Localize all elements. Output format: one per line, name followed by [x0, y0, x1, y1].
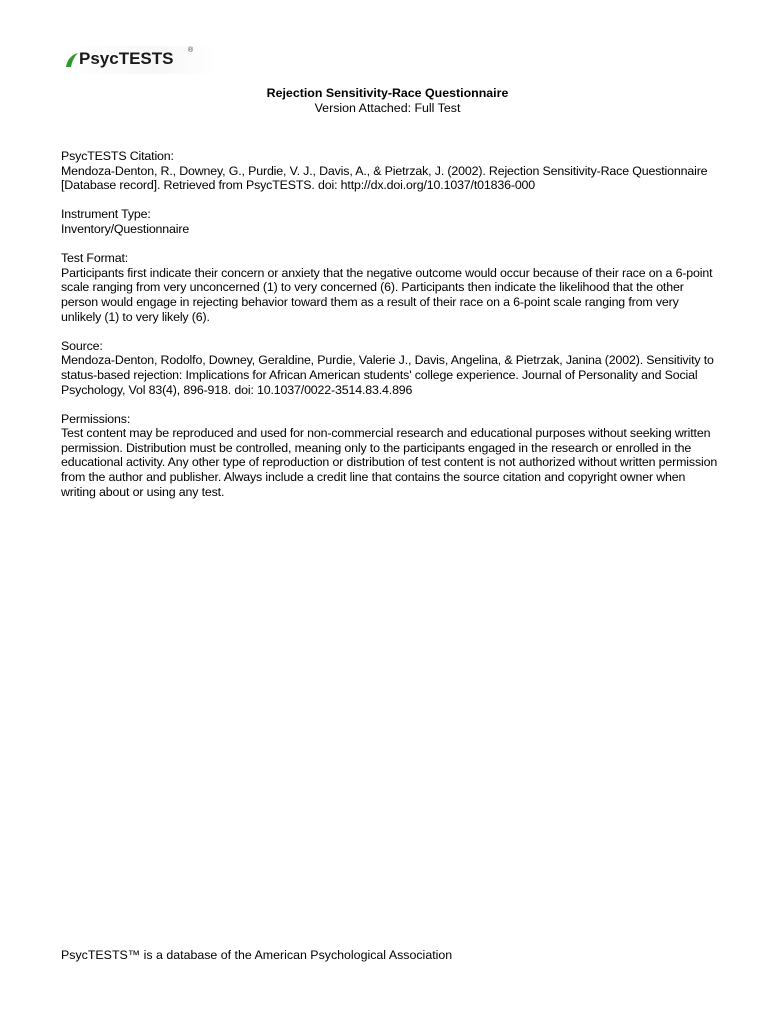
instrument-type-section: [61, 207, 721, 236]
instrument-type-text: Inventory/Questionnaire: [61, 221, 190, 236]
document-title: Rejection Sensitivity-Race Questionnaire: [266, 86, 509, 100]
document-body: [61, 149, 721, 514]
permissions-text: Test content may be reproduced and used for non-commercial research and educational purposes without seeking written permission. Distribution must be controlled, meaning only to the participants engaged in the research or enrolled in the educational activity. Any other type of reproduction or distribution of test content is not authorized without written permission from the author and publisher. Always include a credit line that contains the source citation and copyright owner when writing about or using any test.: [61, 426, 718, 499]
test-format-text: Participants first indicate their concern or anxiety that the negative outcome would occur because of their race on a 6-point scale ranging from very unconcerned (1) to very concerned (6). Participants then indicate the likelihood that the other person would engage in rejecting behavior toward them as a result of their race on a 6-point scale ranging from very unlikely (1) to very likely (6).: [61, 265, 713, 324]
instrument-type-label: Instrument Type:: [61, 207, 151, 222]
permissions-section: [61, 412, 721, 500]
citation-label: PsycTESTS Citation:: [61, 149, 174, 163]
test-format-label: Test Format:: [61, 251, 129, 266]
permissions-label: Permissions:: [61, 411, 131, 426]
source-text: Mendoza-Denton, Rodolfo, Downey, Geraldine, Purdie, Valerie J., Davis, Angelina, & Pietrzak, Janina (2002). Sensitivity to status-based rejection: Implications for African American students' college experience. Journal of Personality and Social Psychology, Vol 83(4), 896-918. doi: 10.1037/0022-3514.83.4.896: [61, 353, 714, 397]
version-subtitle: Version Attached: Full Test: [314, 101, 461, 115]
source-section: [61, 339, 721, 397]
logo-brand-text: PsycTESTS: [79, 49, 174, 68]
footer-note: PsycTESTS™ is a database of the American Psychological Association: [61, 948, 453, 962]
citation-section: [61, 149, 721, 193]
swoosh-icon: [65, 52, 79, 68]
source-label: Source:: [61, 338, 103, 353]
registered-mark: ®: [188, 47, 194, 54]
citation-text: Mendoza-Denton, R., Downey, G., Purdie, V. J., Davis, A., & Pietrzak, J. (2002). Rejection Sensitivity-Race Questionnaire [Database record]. Retrieved from PsycTESTS. doi: http://dx.doi.org/10.1037/t01836-000: [61, 163, 708, 193]
psyctests-logo: [62, 46, 217, 74]
document-header: [0, 86, 768, 116]
test-format-section: [61, 251, 721, 324]
